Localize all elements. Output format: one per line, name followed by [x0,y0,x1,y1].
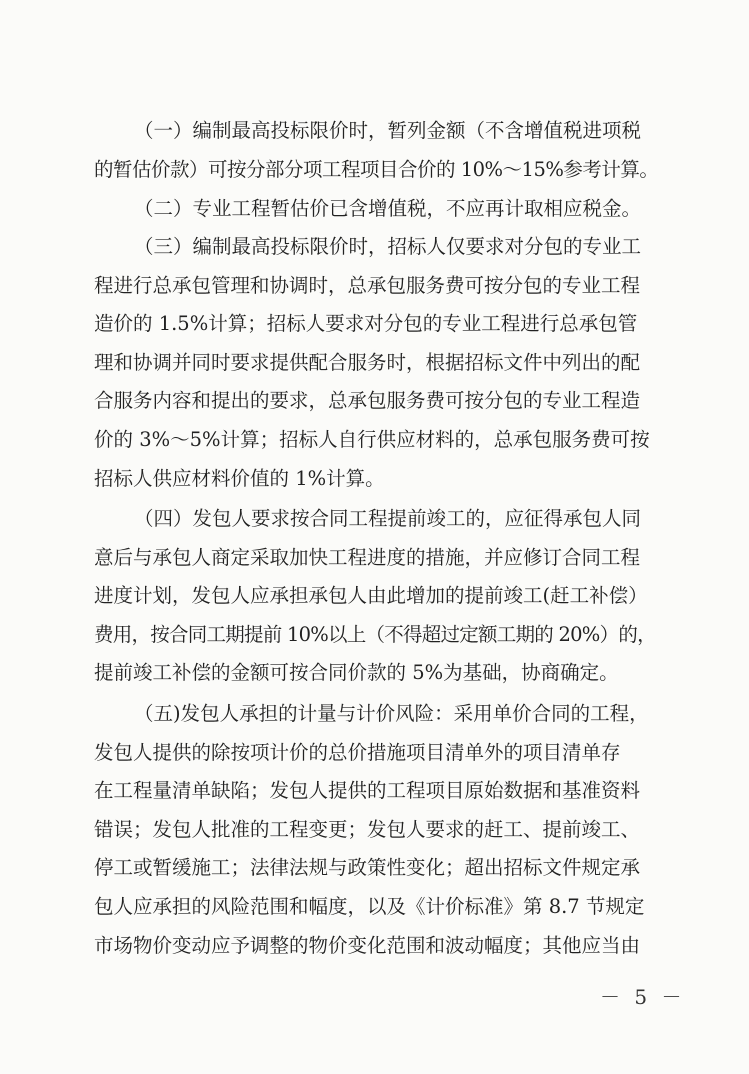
text-line: （五)发包人承担的计量与计价风险：采用单价合同的工程， [134,702,649,725]
text-line: （一）编制最高投标限价时，暂列金额（不含增值税进项税 [134,119,642,142]
page-number: － 5 － [600,985,686,1009]
paragraph-4 [94,500,660,693]
text-line: （三）编制最高投标限价时，招标人仅要求对分包的专业工 [134,235,642,258]
text-line: 错误；发包人批准的工程变更；发包人要求的赶工、提前竣工、 [94,817,641,841]
text-line: 价的 3%～5%计算；招标人自行供应材料的，总承包服务费可按 [94,427,650,451]
text-line: 意后与承包人商定采取加快工程进度的措施，并应修订合同工程 [94,545,641,569]
text-line: 的暂估价款）可按分部分项工程项目合价的 10%～15%参考计算。 [94,157,659,181]
text-line: （四）发包人要求按合同工程提前竣工的，应征得承包人同 [134,507,642,530]
text-line: 停工或暂缓施工；法律法规与政策性变化；超出招标文件规定承 [94,856,641,880]
paragraph-1 [94,112,660,189]
text-line: （二）专业工程暂估价已含增值税，不应再计取相应税金。 [134,197,642,220]
text-line: 包人应承担的风险范围和幅度，以及《计价标准》第 8.7 节规定 [94,894,645,918]
text-line: 提前竣工补偿的金额可按合同价款的 5%为基础，协商确定。 [94,661,619,685]
paragraph-2 [94,190,660,229]
text-line: 费用，按合同工期提前 10%以上（不得超过定额工期的 20%）的， [94,622,656,646]
text-line: 理和协调并同时要求提供配合服务时，根据招标文件中列出的配 [94,350,641,374]
text-line: 在工程量清单缺陷；发包人提供的工程项目原始数据和基准资料 [94,779,641,803]
paragraph-3 [94,228,660,498]
text-line: 市场物价变动应予调整的物价变化范围和波动幅度；其他应当由 [94,933,641,957]
paragraph-5 [94,695,660,965]
text-line: 进度计划，发包人应承担承包人由此增加的提前竣工(赶工补偿） [94,584,648,608]
text-line: 造价的 1.5%计算；招标人要求对分包的专业工程进行总承包管 [94,312,638,336]
text-line: 合服务内容和提出的要求，总承包服务费可按分包的专业工程造 [94,389,641,413]
text-line: 发包人提供的除按项计价的总价措施项目清单外的项目清单存 [94,740,621,764]
text-line: 招标人供应材料价值的 1%计算。 [94,466,385,490]
text-line: 程进行总承包管理和协调时，总承包服务费可按分包的专业工程 [94,273,641,297]
